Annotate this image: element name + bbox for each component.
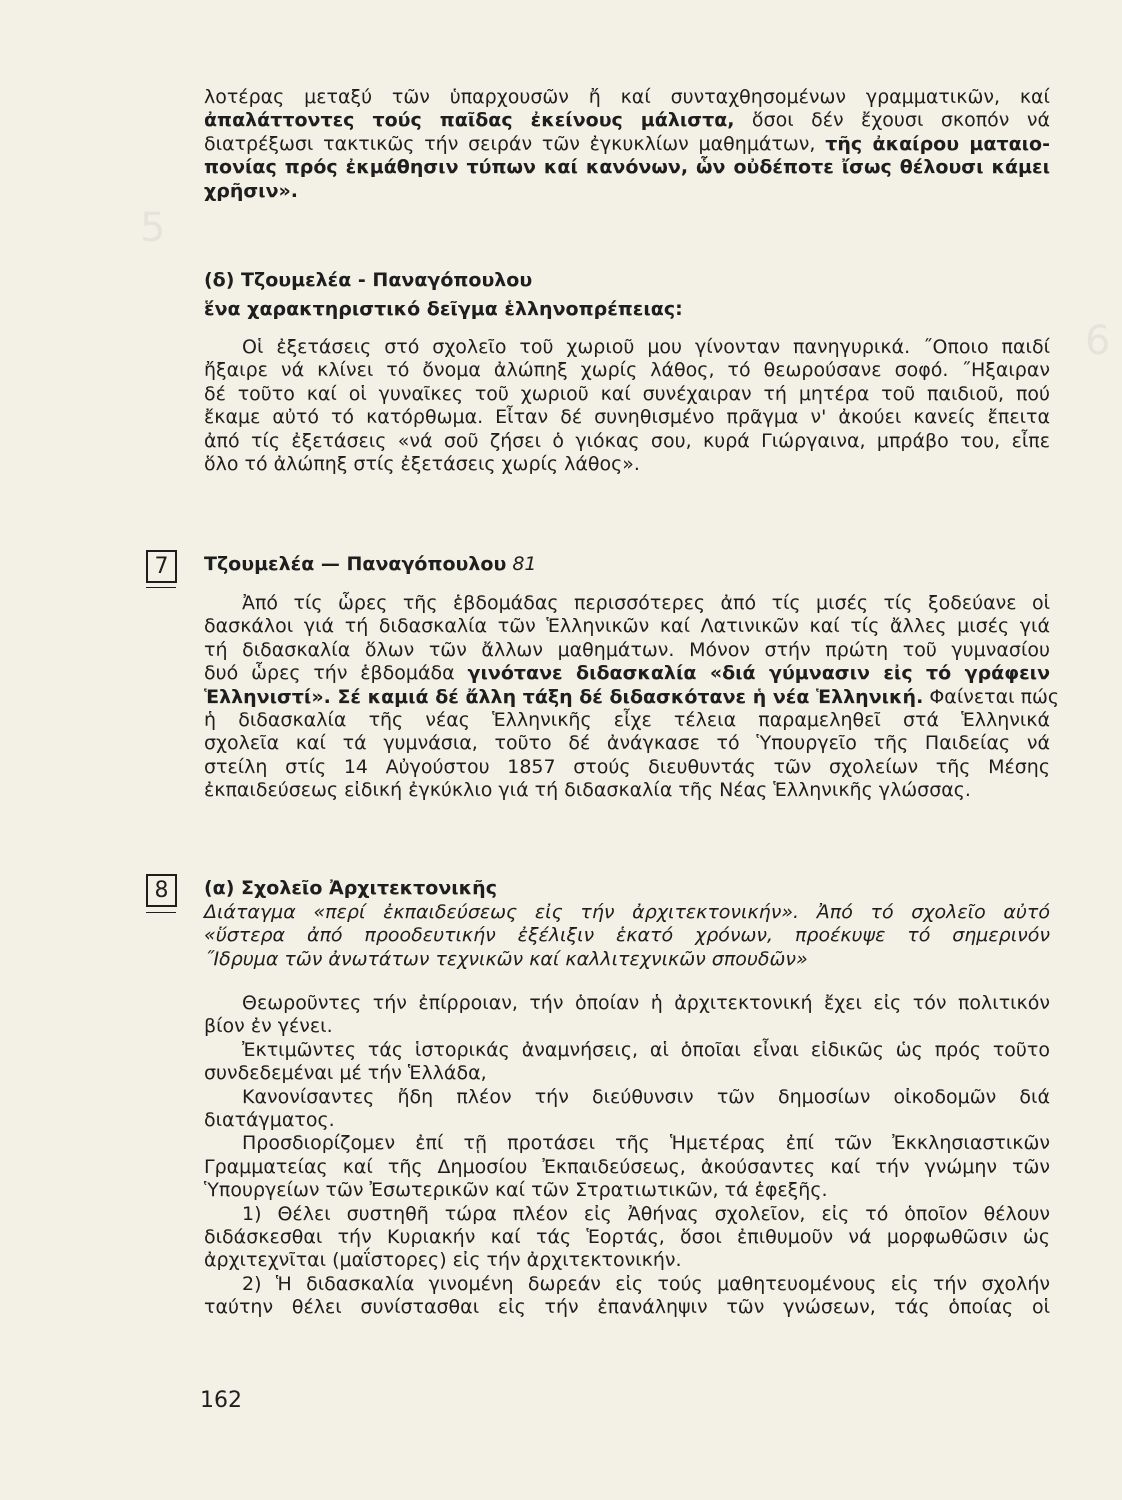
section-d-line: ἔκαμε αὐτό τό κατόρθωμα. Εἶταν δέ συνηθισμένο πρᾶγμα ν' ἀκούει κανείς ἔπειτα <box>204 406 1050 429</box>
bleed-through-6: 6 <box>1085 318 1111 364</box>
section-8-heading: (α) Σχολεῖο Ἀρχιτεκτονικῆς <box>204 877 497 899</box>
section-7-line-5 <box>204 685 1060 709</box>
section-8-italic-line: Διάταγμα «περί ἐκπαιδεύσεως εἰς τήν ἀρχιτεκτονικήν». Ἀπό τό σχολεῖο αὐτό <box>204 901 1050 923</box>
intro-line-2-rest: ὅσοι δέν ἔχουσι σκοπόν νά <box>734 109 1050 132</box>
intro-line-3-normal: διατρέξωσι τακτικῶς τήν σειράν τῶν ἐγκυκλίων μαθημάτων, <box>204 132 826 155</box>
section-d-line: ἀπό τίς ἐξετάσεις «νά σοῦ ζήσει ὁ γιόκας σου, κυρά Γιώργαινα, μπράβο του, εἶπε <box>204 429 1050 452</box>
section-d-heading-1: (δ) Τζουμελέα - Παναγόπουλου <box>204 269 533 291</box>
section-d-line: ὅλο τό ἀλώπηξ στίς ἐξετάσεις χωρίς λάθος». <box>204 453 640 476</box>
section-7-line-7: σχολεῖα καί τά γυμνάσια, τοῦτο δέ ἀνάγκασε τό Ὑπουργεῖο τῆς Παιδείας νά <box>204 732 1050 755</box>
section-7-line-6: ἡ διδασκαλία τῆς νέας Ἑλληνικῆς εἶχε τέλεια παραμεληθεῖ στά Ἑλληνικά <box>204 709 1050 732</box>
decree-p5-line: διδάσκεσθαι τήν Κυριακήν καί τάς Ἑορτάς, ὅσοι ἐπιθυμοῦν νά μορφωθῶσιν ὡς <box>204 1226 1050 1249</box>
decree-p6-line: 2) Ἡ διδασκαλία γινομένη δωρεάν εἰς τούς μαθητευομένους εἰς τήν σχολήν <box>242 1272 1050 1295</box>
section-marker-7: 7 <box>146 550 177 583</box>
decree-p2-line: Ἐκτιμῶντες τάς ἱστορικάς ἀναμνήσεις, αἱ ὁποῖαι εἶναι εἰδικῶς ὡς πρός τοῦτο <box>242 1038 1050 1061</box>
section-7-line-1: Ἀπό τίς ὧρες τῆς ἑβδομάδας περισσότερες ἀπό τίς μισές τίς ξοδεύανε οἱ <box>242 592 1050 614</box>
decree-p3-line: Κανονίσαντες ἤδη πλέον τήν διεύθυνσιν τῶν δημοσίων οἰκοδομῶν διά <box>242 1085 1050 1108</box>
intro-line-3 <box>204 133 1050 156</box>
decree-p1-line: βίον ἐν γένει. <box>204 1015 333 1038</box>
intro-line-2-bold: ἀπαλάττοντες τούς παῖδας ἐκείνους μάλιστα, <box>204 109 735 132</box>
decree-p4-line: Ὑπουργείων τῶν Ἐσωτερικῶν καί τῶν Στρατιωτικῶν, τά ἑφεξῆς. <box>204 1179 828 1202</box>
section-7-line-4-bold: γινότανε διδασκαλία «διά γύμνασιν εἰς τό γράφειν <box>467 662 1051 685</box>
marker-7-underline <box>146 587 176 588</box>
decree-p3-line: διατάγματος. <box>204 1109 335 1132</box>
marker-8-underline <box>146 912 176 913</box>
decree-p4-line: Προσδιορίζομεν ἐπί τῇ προτάσει τῆς Ἡμετέρας ἐπί τῶν Ἐκκλησιαστικῶν <box>242 1132 1050 1155</box>
intro-line-3-bold: τῆς ἀκαίρου ματαιο- <box>825 132 1050 155</box>
section-8-italic-line: ˝Ιδρυμα τῶν ἀνωτάτων τεχνικῶν καί καλλιτεχνικῶν σπουδῶν» <box>204 947 808 970</box>
section-8 <box>204 876 1050 901</box>
section-7-heading <box>204 552 1050 577</box>
section-d-line: ἤξαιρε νά κλίνει τό ὄνομα ἀλώπηξ χωρίς λάθος, τό θεωρούσανε σοφό. ˝Ηξαιραν <box>204 359 1050 382</box>
section-8-decree-intro <box>204 901 1050 971</box>
section-7-line-5-bold: Ἑλληνιστί». Σέ καμιά δέ ἄλλη τάξη δέ διδασκότανε ἡ νέα Ἑλληνική. <box>204 685 924 708</box>
decree-p5-line: 1) Θέλει συστηθῆ τώρα πλέον εἰς Ἀθήνας σχολεῖον, εἰς τό ὁποῖον θέλουν <box>242 1202 1050 1225</box>
decree-p5-line: ἀρχιτεχνῖται (μαΐστορες) εἰς τήν ἀρχιτεκτονικήν. <box>204 1249 682 1272</box>
decree-p2-line: συνδεδεμέναι μέ τήν Ἑλλάδα, <box>204 1062 487 1085</box>
section-d-body <box>204 336 1050 476</box>
intro-paragraph <box>204 86 1050 203</box>
bleed-through-5: 5 <box>140 205 166 251</box>
section-7-line-3: τή διδασκαλία ὅλων τῶν ἄλλων μαθημάτων. Μόνον στήν πρώτη τοῦ γυμνασίου <box>204 638 1050 661</box>
section-7-line-8: στείλη στίς 14 Αὐγούστου 1857 στούς διευθυντάς τῶν σχολείων τῆς Μέσης <box>204 755 1050 778</box>
page-number: 162 <box>200 1388 242 1413</box>
section-7-line-9: ἐκπαιδεύσεως εἰδική ἐγκύκλιο γιά τή διδασκαλία τῆς Νέας Ἑλληνικῆς γλώσσας. <box>204 779 971 802</box>
section-7-line-4 <box>204 662 1050 685</box>
section-7-heading-ref: 81 <box>506 553 537 575</box>
section-7-line-5-rest: Φαίνεται πώς <box>923 685 1060 708</box>
section-7 <box>204 552 1050 577</box>
section-d-line: δέ τοῦτο καί οἱ γυναῖκες τοῦ χωριοῦ καί συνέχαιραν τή μητέρα τοῦ παιδιοῦ, πού <box>204 382 1050 405</box>
decree-p4-line: Γραμματείας καί τῆς Δημοσίου Ἐκπαιδεύσεως, ἀκούσαντες καί τήν γνώμην τῶν <box>204 1155 1050 1178</box>
section-d <box>204 268 1050 322</box>
intro-line-2 <box>204 109 1050 132</box>
section-8-italic-line: «ὕστερα ἀπό προοδευτικήν ἐξέλιξιν ἑκατό χρόνων, προέκυψε τό σημερινόν <box>204 924 1050 947</box>
intro-line-4: πονίας πρός ἐκμάθησιν τύπων καί κανόνων, ὧν οὐδέποτε ἴσως θέλουσι κάμει <box>204 156 1050 179</box>
section-8-body <box>204 992 1050 1320</box>
section-d-line: Οἱ ἐξετάσεις στό σχολεῖο τοῦ χωριοῦ μου γίνονταν πανηγυρικά. ˝Οποιο παιδί <box>242 336 1050 358</box>
decree-p6-line: ταύτην θέλει συνίστασθαι εἰς τήν ἐπανάληψιν τῶν γνώσεων, τάς ὁποίας οἱ <box>204 1296 1050 1319</box>
section-7-heading-title: Τζουμελέα — Παναγόπουλου <box>204 553 507 575</box>
section-d-heading-2: ἕνα χαρακτηριστικό δεῖγμα ἑλληνοπρέπειας: <box>204 298 683 320</box>
section-7-body <box>204 592 1060 803</box>
section-marker-8: 8 <box>146 874 177 907</box>
intro-line-1: λοτέρας μεταξύ τῶν ὑπαρχουσῶν ἤ καί συνταχθησομένων γραμματικῶν, καί <box>204 86 1050 108</box>
section-7-line-2: δασκάλοι γιά τή διδασκαλία τῶν Ἑλληνικῶν καί Λατινικῶν καί τίς ἄλλες μισές γιά <box>204 615 1050 638</box>
decree-p1-line: Θεωροῦντες τήν ἐπίρροιαν, τήν ὁποίαν ἡ ἀρχιτεκτονική ἔχει εἰς τόν πολιτικόν <box>242 992 1050 1014</box>
section-7-line-4-normal: δυό ὧρες τήν ἑβδομάδα <box>204 662 468 685</box>
intro-line-5: χρῆσιν». <box>204 179 299 202</box>
